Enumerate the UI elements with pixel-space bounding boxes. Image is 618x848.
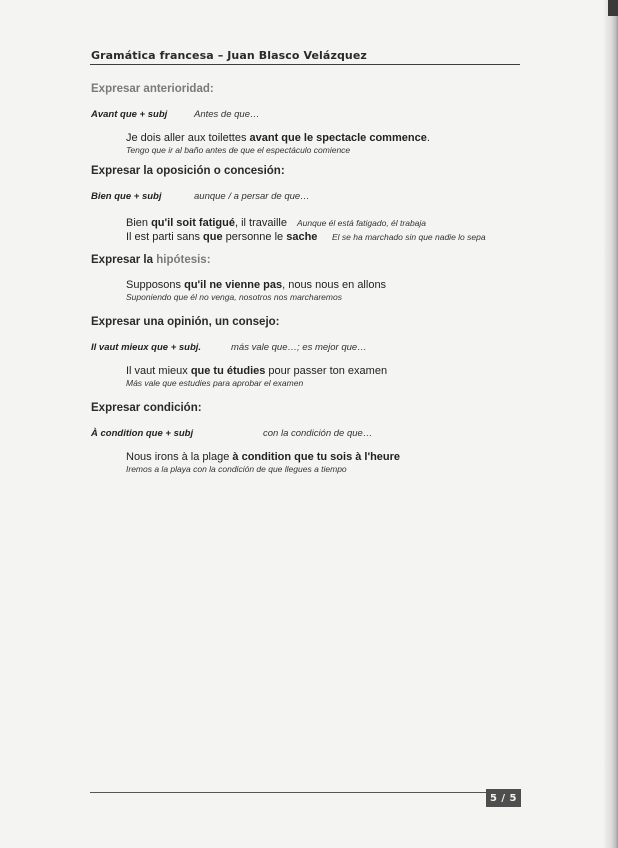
rule-pattern: Avant que + subj [91,109,168,120]
example-spanish: Tengo que ir al baño antes de que el espectáculo comience [126,145,351,155]
footer-rule [90,792,486,793]
header-rule [90,64,520,65]
example-spanish: El se ha marchado sin que nadie lo sepa [332,232,486,242]
document-body [91,82,591,475]
example-spanish: Aunque él está fatigado, él trabaja [297,218,427,228]
example-french: Je dois aller aux toilettes avant que le spectacle commence. [126,132,430,144]
example-french: Bien qu'il soit fatigué, il travaille [126,217,287,229]
example-block [126,451,591,475]
document-header-title: Gramática francesa – Juan Blasco Velázquez [91,49,367,62]
example-block [126,279,591,303]
rule-translation: con la condición de que… [263,428,373,439]
example-block [126,365,591,389]
section-heading: Expresar una opinión, un consejo: [91,316,280,328]
rule-pattern: Il vaut mieux que + subj. [91,342,202,353]
rule-translation: aunque / a persar de que… [194,191,310,202]
section-heading: Expresar la oposición o concesión: [91,165,285,177]
example-french: Nous irons à la plage à condition que tu sois à l'heure [126,451,401,463]
example-block [126,216,591,244]
rule-pattern: À condition que + subj [91,428,194,439]
example-french: Supposons qu'il ne vienne pas, nous nous en allons [126,279,387,291]
grammar-rule-row [91,190,591,203]
section-heading: Expresar condición: [91,402,202,414]
section-heading: Expresar la hipótesis: [91,254,211,266]
example-spanish: Más vale que estudies para aprobar el examen [126,378,304,388]
page-scan-edge [604,0,618,848]
example-row [126,216,591,230]
grammar-rule-row [91,108,591,121]
example-french: Il est parti sans que personne le sache [126,231,318,243]
rule-translation: más vale que…; es mejor que… [231,342,367,353]
rule-translation: Antes de que… [194,109,260,120]
grammar-rule-row [91,341,591,354]
scan-corner-mark [608,0,618,16]
section-hipotesis [91,253,591,303]
example-row [126,230,591,244]
example-spanish: Suponiendo que él no venga, nosotros nos marcharemos [126,292,342,302]
section-opinion [91,315,591,389]
example-block [126,132,591,156]
section-condicion [91,401,591,475]
section-oposicion [91,164,591,244]
page-number-badge: 5 / 5 [486,789,521,807]
section-heading: Expresar anterioridad: [91,83,214,95]
grammar-rule-row [91,427,591,440]
section-anterioridad [91,82,591,156]
example-spanish: Iremos a la playa con la condición de que llegues a tiempo [126,464,347,474]
example-french: Il vaut mieux que tu étudies pour passer ton examen [126,365,388,377]
rule-pattern: Bien que + subj [91,191,162,202]
